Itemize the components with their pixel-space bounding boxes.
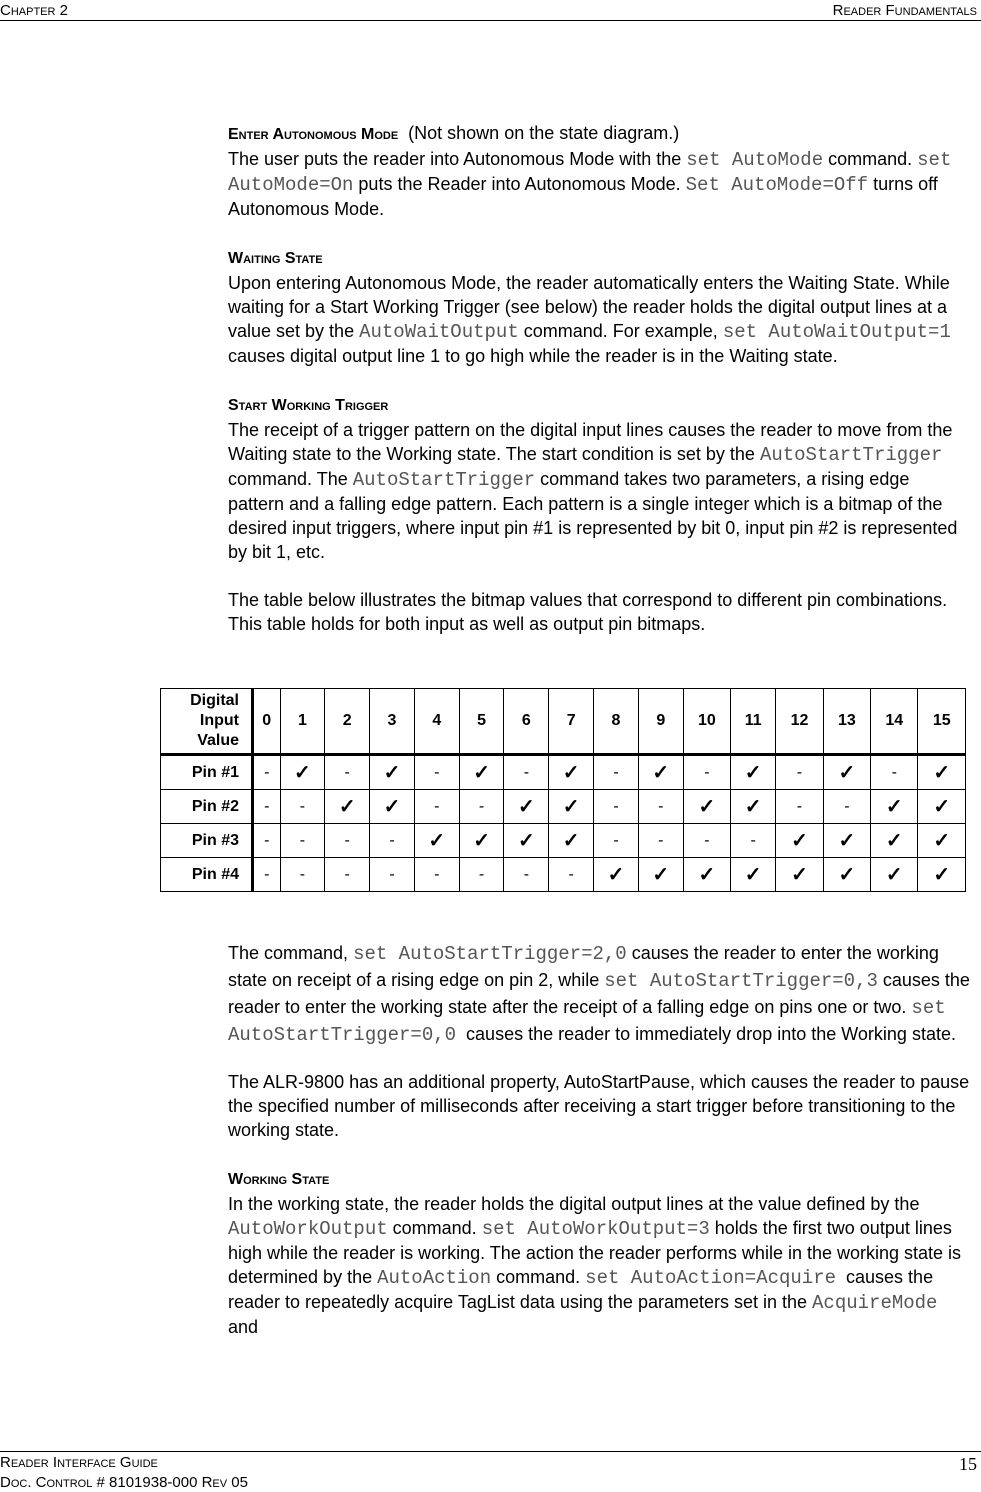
check-icon: ✓ [871,824,918,858]
command-code: set AutoStartTrigger=0,0 [228,997,958,1046]
body-text: (Not shown on the state diagram.) [398,123,680,143]
body-text: The command, [228,943,354,963]
dash-cell: - [871,755,918,790]
dash-cell: - [459,858,504,892]
body-text: holds the first two output lines high while the reader is working. The action the reader performs while in the working state is determined by the [228,1218,967,1287]
dash-cell: - [253,755,281,790]
body-text: command. The [228,444,948,489]
body-text: command. For example, [518,321,723,341]
check-icon: ✓ [823,755,870,790]
check-icon: ✓ [683,858,730,892]
check-icon: ✓ [594,858,639,892]
body-text: causes the reader to enter the working state after the receipt of a falling edge on pins one or two. [228,970,975,1017]
header-rule [0,20,981,21]
paragraph-table-intro [228,588,970,636]
body-text: causes digital output line 1 to go high while the reader is in the Waiting state. [228,321,956,366]
row-label: Pin #4 [161,858,253,892]
dash-cell: - [823,790,870,824]
table-row [161,755,966,790]
row-label: Pin #1 [161,755,253,790]
check-icon: ✓ [370,790,415,824]
section-heading: Enter Autonomous Mode [228,126,399,143]
column-header: 14 [871,689,918,755]
column-header: 4 [414,689,459,755]
dash-cell: - [459,790,504,824]
body-text: The table below illustrates the bitmap values that correspond to different pin combinations. This table holds for both input as well as output pin bitmaps. [228,590,952,634]
check-icon: ✓ [918,858,966,892]
command-code: set AutoAction=Acquire [585,1267,837,1289]
command-code: set AutoMode [686,149,824,171]
dash-cell: - [504,858,549,892]
check-icon: ✓ [549,790,594,824]
column-header: 12 [776,689,823,755]
body-text: and [228,1292,943,1337]
dash-cell: - [325,858,370,892]
body-text: The ALR-9800 has an additional property, AutoStartPause, which causes the reader to pause the specified number of milliseconds after receiving a start trigger before transitioning to the working state. [228,1072,975,1140]
dash-cell: - [683,824,730,858]
dash-cell: - [253,858,281,892]
column-header: 3 [370,689,415,755]
check-icon: ✓ [918,790,966,824]
header-section: Reader Fundamentals [832,2,977,19]
command-code: set AutoStartTrigger=0,3 [604,970,878,992]
column-header: 9 [638,689,683,755]
section-heading: Waiting State [228,250,323,267]
dash-cell: - [370,858,415,892]
column-header: 0 [253,689,281,755]
column-header: 11 [731,689,776,755]
body-text: command takes two parameters, a rising edge pattern and a falling edge pattern. Each pattern is a single integer which is a bitmap of the desired input triggers, where input pin #1 is represented by bit 0, input pin #2 is represented by bit 1, etc. [228,469,963,562]
check-icon: ✓ [683,790,730,824]
check-icon: ✓ [638,755,683,790]
table-row [161,790,966,824]
dash-cell: - [549,858,594,892]
dash-cell: - [325,755,370,790]
check-icon: ✓ [549,755,594,790]
dash-cell: - [776,790,823,824]
check-icon: ✓ [731,790,776,824]
check-icon: ✓ [823,824,870,858]
command-code: AutoWorkOutput [228,1218,388,1240]
dash-cell: - [280,824,325,858]
column-header: 6 [504,689,549,755]
body-text: command. [823,149,918,169]
section-working-state [228,1166,970,1339]
column-header: 10 [683,689,730,755]
footer-doc-control: Doc. Control # 8101938-000 Rev 05 [0,1474,248,1491]
check-icon: ✓ [280,755,325,790]
footer-guide-title: Reader Interface Guide [0,1454,158,1471]
check-icon: ✓ [823,858,870,892]
dash-cell: - [504,755,549,790]
section-heading: Start Working Trigger [228,397,389,414]
check-icon: ✓ [918,824,966,858]
body-text: command. [491,1267,586,1287]
section-heading: Working State [228,1171,330,1188]
dash-cell: - [414,790,459,824]
command-code: AutoStartTrigger [352,469,536,491]
check-icon: ✓ [918,755,966,790]
footer-rule [0,1451,981,1452]
check-icon: ✓ [731,858,776,892]
body-text: The user puts the reader into Autonomous Mode with the [228,149,687,169]
body-bottom [228,940,975,1339]
dash-cell: - [731,824,776,858]
header-chapter: Chapter 2 [0,2,68,19]
dash-cell: - [594,824,639,858]
dash-cell: - [414,755,459,790]
check-icon: ✓ [325,790,370,824]
body-text: In the working state, the reader holds the digital output lines at the value defined by the [228,1194,925,1214]
check-icon: ✓ [504,824,549,858]
column-header: 5 [459,689,504,755]
section-start-working-trigger [228,392,970,564]
body-text: Upon entering Autonomous Mode, the reader automatically enters the Waiting State. While waiting for a Start Working Trigger (see below) the reader holds the digital output lines at a value set by the [228,273,955,341]
column-header: 15 [918,689,966,755]
dash-cell: - [683,755,730,790]
dash-cell: - [280,790,325,824]
check-icon: ✓ [459,755,504,790]
check-icon: ✓ [776,824,823,858]
command-code: AutoAction [377,1267,492,1289]
check-icon: ✓ [459,824,504,858]
body-text: causes the reader to enter the working state on receipt of a rising edge on pin 2, while [228,943,944,990]
paragraph-command-example [228,940,975,1048]
check-icon: ✓ [414,824,459,858]
command-code: Set AutoMode=Off [685,174,869,196]
row-label: Pin #2 [161,790,253,824]
dash-cell: - [253,824,281,858]
check-icon: ✓ [731,755,776,790]
dash-cell: - [280,858,325,892]
table-row [161,858,966,892]
command-code: set AutoMode=On [228,149,963,196]
body-text: puts the Reader into Autonomous Mode. [353,174,686,194]
column-header: 1 [280,689,325,755]
table-corner-header: Digital Input Value [161,689,253,755]
check-icon: ✓ [504,790,549,824]
check-icon: ✓ [370,755,415,790]
body-text: causes the reader to immediately drop into the Working state. [456,1024,956,1044]
check-icon: ✓ [871,858,918,892]
check-icon: ✓ [638,858,683,892]
dash-cell: - [638,824,683,858]
body-text: command. [387,1218,482,1238]
row-label: Pin #3 [161,824,253,858]
column-header: 2 [325,689,370,755]
dash-cell: - [325,824,370,858]
dash-cell: - [638,790,683,824]
command-code: AutoStartTrigger [759,444,943,466]
column-header: 13 [823,689,870,755]
section-enter-autonomous-mode [228,121,970,221]
command-code: AcquireMode [812,1292,938,1314]
command-code: set AutoWaitOutput=1 [722,321,951,343]
section-waiting-state [228,245,970,368]
command-code: AutoWaitOutput [359,321,519,343]
check-icon: ✓ [776,858,823,892]
column-header: 7 [549,689,594,755]
body-text: turns off Autonomous Mode. [228,174,942,219]
dash-cell: - [594,790,639,824]
check-icon: ✓ [871,790,918,824]
dash-cell: - [253,790,281,824]
page-number: 15 [959,1454,977,1474]
body-text: causes the reader to repeatedly acquire TagList data using the parameters set in the [228,1267,939,1312]
check-icon: ✓ [549,824,594,858]
bitmap-table [160,688,966,892]
dash-cell: - [594,755,639,790]
table-row [161,824,966,858]
column-header: 8 [594,689,639,755]
body-top [228,121,970,636]
paragraph-autostartpause [228,1070,975,1142]
command-code: set AutoStartTrigger=2,0 [353,943,627,965]
command-code: set AutoWorkOutput=3 [481,1218,710,1240]
dash-cell: - [370,824,415,858]
body-text: The receipt of a trigger pattern on the digital input lines causes the reader to move from the Waiting state to the Working state. The start condition is set by the [228,420,958,464]
dash-cell: - [776,755,823,790]
dash-cell: - [414,858,459,892]
